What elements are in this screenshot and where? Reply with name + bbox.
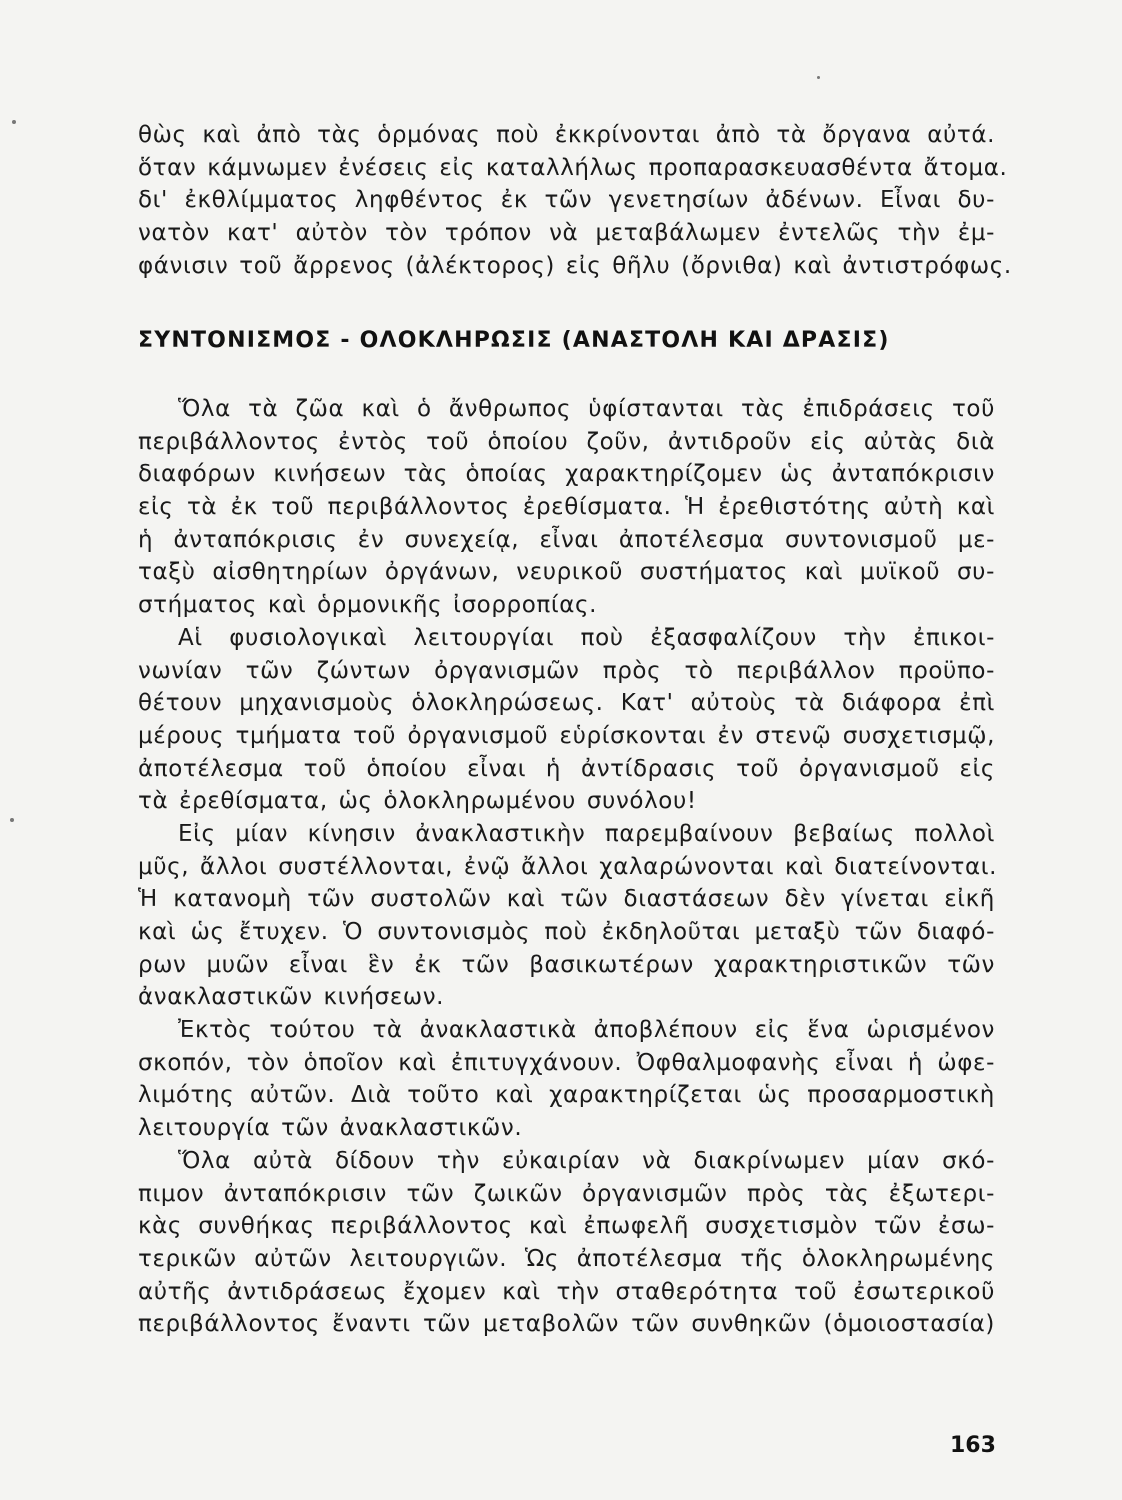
text-line: λειτουργία τῶν ἀνακλαστικῶν.: [138, 1115, 523, 1142]
text-line: φάνισιν τοῦ ἄρρενος (ἀλέκτορος) εἰς θῆλυ (ὄρνιθα) καὶ ἀντιστρόφως.: [138, 252, 1012, 279]
text-line: Εἰς μίαν κίνησιν ἀνακλαστικὴν παρεμβαίνουν βεβαίως πολλοὶ: [178, 820, 995, 847]
text-line: ἀποτέλεσμα τοῦ ὁποίου εἶναι ἡ ἀντίδρασις τοῦ ὀργανισμοῦ εἰς: [138, 755, 995, 782]
text-line: Ἐκτὸς τούτου τὰ ἀνακλαστικὰ ἀποβλέπουν εἰς ἕνα ὡρισμένον: [178, 1017, 995, 1044]
text-line: ἀνακλαστικῶν κινήσεων.: [138, 984, 445, 1011]
text-line: διαφόρων κινήσεων τὰς ὁποίας χαρακτηρίζομεν ὡς ἀνταπόκρισιν: [138, 461, 995, 488]
section-heading: ΣΥΝΤΟΝΙΣΜΟΣ - ΟΛΟΚΛΗΡΩΣΙΣ (ΑΝΑΣΤΟΛΗ ΚΑΙ ΔΡΑΣΙΣ): [138, 328, 890, 353]
text-line: νωνίαν τῶν ζώντων ὀργανισμῶν πρὸς τὸ περιβάλλον προϋπο-: [138, 657, 995, 684]
text-line: θέτουν μηχανισμοὺς ὁλοκληρώσεως. Κατ' αὐτοὺς τὰ διάφορα ἐπὶ: [138, 690, 995, 717]
text-line: πιμον ἀνταπόκρισιν τῶν ζωικῶν ὀργανισμῶν πρὸς τὰς ἐξωτερι-: [138, 1180, 995, 1207]
text-line: καὶ ὡς ἔτυχεν. Ὁ συντονισμὸς ποὺ ἐκδηλοῦται μεταξὺ τῶν διαφό-: [138, 919, 995, 945]
text-line: αὐτῆς ἀντιδράσεως ἔχομεν καὶ τὴν σταθερότητα τοῦ ἐσωτερικοῦ: [138, 1278, 995, 1305]
text-line: σκοπόν, τὸν ὁποῖον καὶ ἐπιτυγχάνουν. Ὀφθαλμοφανὴς εἶναι ἡ ὠφε-: [138, 1049, 995, 1076]
text-line: κὰς συνθήκας περιβάλλοντος καὶ ἐπωφελῆ συσχετισμὸν τῶν ἐσω-: [138, 1213, 995, 1240]
scan-speck: [10, 818, 14, 822]
text-line: τερικῶν αὐτῶν λειτουργιῶν. Ὡς ἀποτέλεσμα τῆς ὁλοκληρωμένης: [138, 1245, 995, 1272]
text-line: θὼς καὶ ἀπὸ τὰς ὁρμόνας ποὺ ἐκκρίνονται ἀπὸ τὰ ὄργανα αὐτά.: [138, 122, 995, 148]
text-line: ἡ ἀνταπόκρισις ἐν συνεχείᾳ, εἶναι ἀποτέλεσμα συντονισμοῦ με-: [138, 526, 995, 553]
text-line: τὰ ἐρεθίσματα, ὡς ὁλοκληρωμένου συνόλου!: [138, 788, 697, 815]
text-line: Αἱ φυσιολογικαὶ λειτουργίαι ποὺ ἐξασφαλίζουν τὴν ἐπικοι-: [178, 624, 995, 651]
text-line: δι' ἐκθλίμματος ληφθέντος ἐκ τῶν γενετησίων ἀδένων. Εἶναι δυ-: [138, 187, 995, 214]
text-line: εἰς τὰ ἐκ τοῦ περιβάλλοντος ἐρεθίσματα. Ἡ ἐρεθιστότης αὐτὴ καὶ: [138, 494, 995, 521]
text-line: ταξὺ αἰσθητηρίων ὀργάνων, νευρικοῦ συστήματος καὶ μυϊκοῦ συ-: [138, 559, 995, 586]
body-text: [138, 393, 998, 1341]
text-line: μῦς, ἄλλοι συστέλλονται, ἐνῷ ἄλλοι χαλαρώνονται καὶ διατείνονται.: [138, 853, 998, 880]
page-number: 163: [950, 1433, 996, 1458]
text-line: ρων μυῶν εἶναι ἓν ἐκ τῶν βασικωτέρων χαρακτηριστικῶν τῶν: [138, 951, 995, 978]
scan-speck: [817, 76, 820, 79]
text-line: περιβάλλοντος ἔναντι τῶν μεταβολῶν τῶν συνθηκῶν (ὁμοιοστασία): [138, 1311, 995, 1338]
text-line: Ὅλα τὰ ζῶα καὶ ὁ ἄνθρωπος ὑφίστανται τὰς ἐπιδράσεις τοῦ: [178, 396, 995, 422]
text-line: Ὅλα αὐτὰ δίδουν τὴν εὐκαιρίαν νὰ διακρίνωμεν μίαν σκό-: [178, 1147, 995, 1174]
scan-speck: [12, 120, 16, 124]
text-line: λιμότης αὐτῶν. Διὰ τοῦτο καὶ χαρακτηρίζεται ὡς προσαρμοστικὴ: [138, 1082, 995, 1109]
text-line: στήματος καὶ ὁρμονικῆς ἰσορροπίας.: [138, 592, 597, 619]
text-line: ὅταν κάμνωμεν ἐνέσεις εἰς καταλλήλως προπαρασκευασθέντα ἄτομα.: [138, 154, 1008, 181]
text-line: μέρους τμήματα τοῦ ὀργανισμοῦ εὑρίσκονται ἐν στενῷ συσχετισμῷ,: [138, 722, 995, 749]
text-line: νατὸν κατ' αὐτὸν τὸν τρόπον νὰ μεταβάλωμεν ἐντελῶς τὴν ἐμ-: [138, 220, 995, 247]
text-line: Ἡ κατανομὴ τῶν συστολῶν καὶ τῶν διαστάσεων δὲν γίνεται εἰκῆ: [138, 886, 995, 913]
text-line: περιβάλλοντος ἐντὸς τοῦ ὁποίου ζοῦν, ἀντιδροῦν εἰς αὐτὰς διὰ: [138, 428, 995, 455]
intro-paragraph: [138, 119, 1012, 282]
